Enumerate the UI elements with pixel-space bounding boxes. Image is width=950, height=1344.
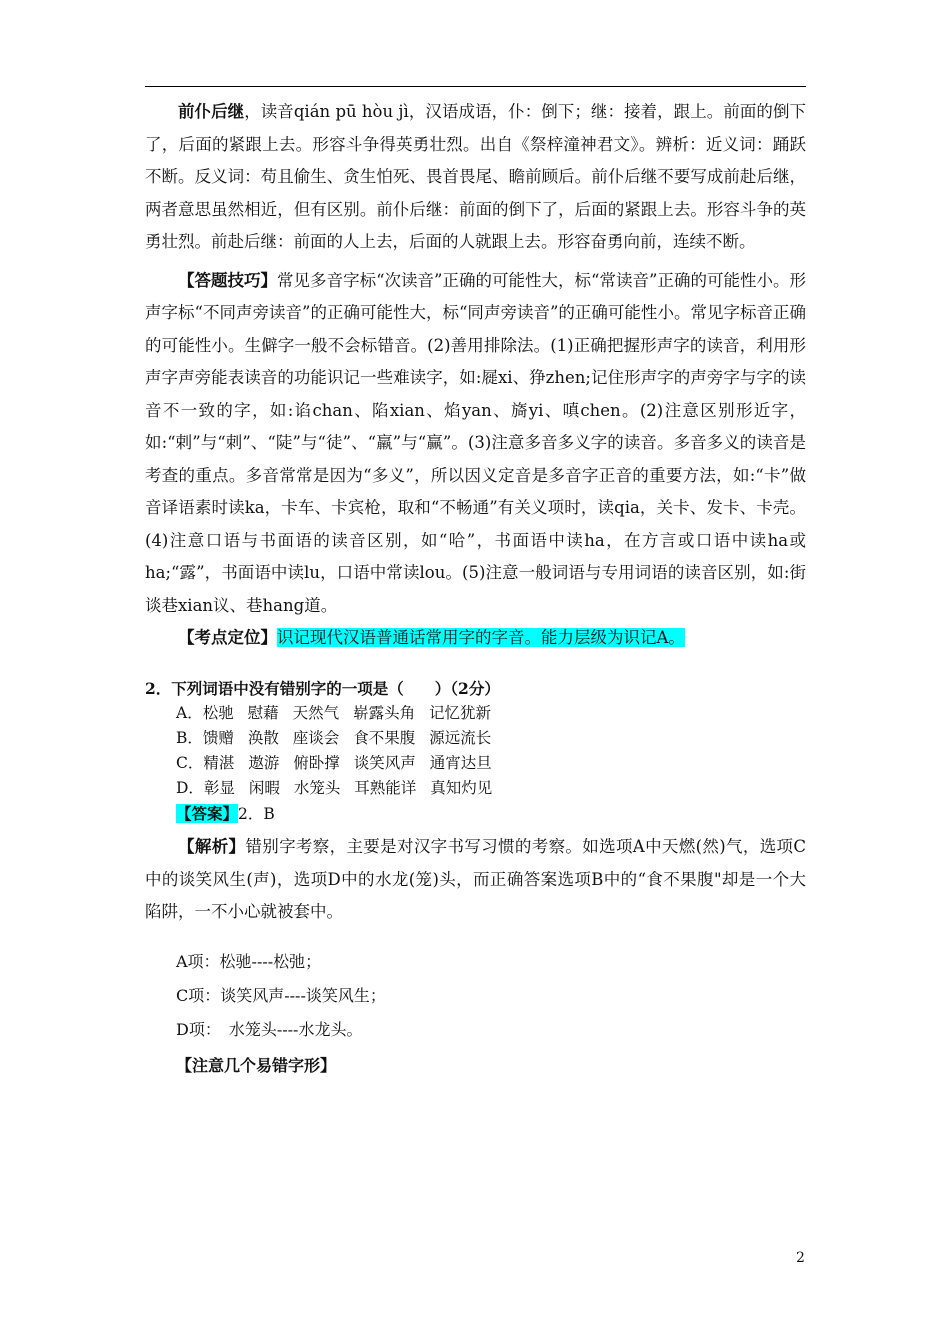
option-a: A．松驰 慰藉 天然气 崭露头角 记忆犹新 <box>176 704 492 722</box>
answer-label: 【答案】 <box>176 804 239 823</box>
document-body <box>145 96 806 1083</box>
option-c: C．精湛 遨游 俯卧撑 谈笑风声 通宵达旦 <box>176 754 492 772</box>
paragraph-qianpuhouji <box>145 96 806 259</box>
note-heading: 【注意几个易错字形】 <box>176 1056 337 1075</box>
kaodian-line <box>145 622 806 654</box>
option-d: D．彰显 闲暇 水笼头 耳熟能详 真知灼见 <box>176 779 493 797</box>
analysis-paragraph <box>145 831 806 929</box>
analysis-text: 错别字考察，主要是对汉字书写习惯的考察。如选项A中天燃(然)气，选项C中的谈笑风生(声)，选项D中的水龙(笼)头，而正确答案选项B中的“食不果腹"却是一个大陷阱，一不小心就被套中。 <box>145 837 807 921</box>
option-b: B．馈赠 涣散 座谈会 食不果腹 源远流长 <box>176 729 492 747</box>
answer-line <box>145 801 806 827</box>
header-rule <box>145 86 806 87</box>
answer-value: 2．B <box>238 805 275 823</box>
analysis-label: 【解析】 <box>178 837 246 856</box>
term-bold: 前仆后继 <box>178 102 245 121</box>
correction-a: A项：松驰----松弛； <box>176 952 322 971</box>
correction-c: C项：谈笑风声----谈笑风生； <box>176 986 386 1005</box>
tips-label: 【答题技巧】 <box>178 270 278 290</box>
tips-text: 常见多音字标“次读音”正确的可能性大，标“常读音”正确的可能性小。形声字标“不同声旁读音”的正确可能性大，标“同声旁读音”的正确可能性小。常见字标音正确的可能性小。生僻字一般不会标错音。(2)善用排除法。(1)正确把握形声字的读音，利用形声字声旁能表读音的功能识记一些难读字，如:屣xi、狰zhen;记住形声字的声旁字与字的读音不一致的字，如:谄chan、陷xian、焰yan、旖yi、嗔chen。(2)注意区别形近字，如:“剌”与“刺”、“陡”与“徒”、“羸”与“赢”。(3)注意多音多义字的读音。多音多义的读音是考查的重点。多音常常是因为“多义”，所以因义定音是多音字正音的重要方法，如:“卡”做音译语素时读ka，卡车、卡宾枪，取和“不畅通”有关义项时，读qia，关卡、发卡、卡壳。(4)注意口语与书面语的读音区别，如“哈”，书面语中读ha，在方言或口语中读ha或ha;“露”，书面语中读lu，口语中常读lou。(5)注意一般词语与专用词语的读音区别，如:街谈巷xian议、巷hang道。 <box>145 270 806 615</box>
paragraph-tips <box>145 265 806 623</box>
question-2 <box>145 676 806 827</box>
kaodian-label: 【考点定位】 <box>178 628 277 647</box>
page-number: 2 <box>796 1250 805 1266</box>
question-title: 2．下列词语中没有错别字的一项是（ ）（2分） <box>145 679 500 698</box>
kaodian-text: 识记现代汉语普通话常用字的字音。能力层级为识记A。 <box>277 628 685 647</box>
paragraph-text: ，读音qián pū hòu jì，汉语成语，仆：倒下；继：接着，跟上。前面的倒下了，后面的紧跟上去。形容斗争得英勇壮烈。出自《祭梓潼神君文》。辨析：近义词：踊跃不断。反义词：苟且偷生、贪生怕死、畏首畏尾、瞻前顾后。前仆后继不要写成前赴后继，两者意思虽然相近，但有区别。前仆后继：前面的倒下了，后面的紧跟上去。形容斗争的英勇壮烈。前赴后继：前面的人上去，后面的人就跟上去。形容奋勇向前，连续不断。 <box>145 102 806 251</box>
correction-d: D项： 水笼头----水龙头。 <box>176 1020 363 1039</box>
